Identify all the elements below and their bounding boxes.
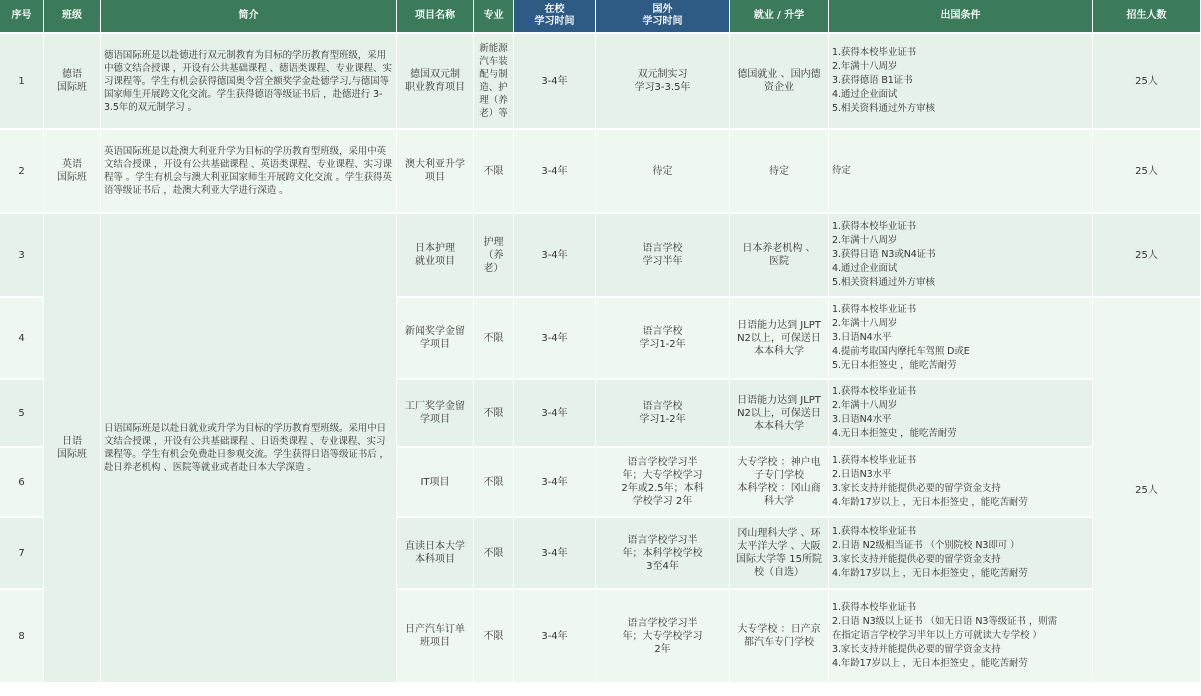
- major-cell: 不限: [474, 380, 514, 448]
- enroll-cell-japanese: 25人: [1093, 298, 1201, 684]
- abroad-study-cell: 语言学校学习半 年；大专学校学习 2年: [596, 590, 730, 684]
- header-intro: 简介: [101, 0, 397, 34]
- domestic-study-cell: 3-4年: [514, 448, 596, 518]
- seq-cell: 5: [0, 380, 44, 448]
- career-cell: 日语能力达到 JLPT N2以上，可保送日 本本科大学: [730, 298, 829, 380]
- condition-line: 4.无日本拒签史 ，能吃苦耐劳: [832, 428, 957, 439]
- major-cell: 新能源 汽车装 配与制 造、护 理（养 老）等: [474, 34, 514, 130]
- condition-line: 2.日语 N2级相当证书 （个别院校 N3即可 ）: [832, 540, 1020, 551]
- seq-cell: 2: [0, 130, 44, 214]
- domestic-study-cell: 3-4年: [514, 518, 596, 590]
- abroad-study-cell: 语言学校 学习1-2年: [596, 298, 730, 380]
- condition-line: 待定: [832, 165, 851, 176]
- condition-line: 3.家长支持并能提供必要的留学资金支持: [832, 483, 1001, 494]
- class-cell-japanese: 日语 国际班: [44, 214, 101, 684]
- major-cell: 不限: [474, 130, 514, 214]
- abroad-study-cell: 语言学校 学习半年: [596, 214, 730, 298]
- project-cell: 日产汽车订单 班项目: [397, 590, 474, 684]
- abroad-study-cell: 待定: [596, 130, 730, 214]
- domestic-study-cell: 3-4年: [514, 590, 596, 684]
- conditions-cell: [829, 380, 1093, 448]
- abroad-study-cell: 语言学校 学习1-2年: [596, 380, 730, 448]
- header-abroad-study: 国外 学习时间: [596, 0, 730, 34]
- career-cell: 日语能力达到 JLPT N2以上，可保送日 本本科大学: [730, 380, 829, 448]
- condition-line: 3.日语N4水平: [832, 414, 892, 425]
- condition-line: 4.通过企业面试: [832, 263, 898, 274]
- domestic-study-cell: 3-4年: [514, 380, 596, 448]
- career-cell: 待定: [730, 130, 829, 214]
- project-cell: IT项目: [397, 448, 474, 518]
- seq-cell: 3: [0, 214, 44, 298]
- major-cell: 不限: [474, 298, 514, 380]
- condition-line: 1.获得本校毕业证书: [832, 526, 917, 537]
- intro-cell-english: 英语国际班是以赴澳大利亚升学为目标的学历教育型班级，采用中英文结合授课 ，开设有公共基础课程 、英语类课程、专业课程、实习课程等 。学生有机会与澳大利亚国家师生开展跨文化交流 。学生获得英语等级证书后 ，赴澳大利亚大学进行深造 。: [101, 130, 397, 214]
- condition-line: 1.获得本校毕业证书: [832, 455, 917, 466]
- abroad-study-cell: 语言学校学习半 年；大专学校学习 2年或2.5年；本科 学校学习 2年: [596, 448, 730, 518]
- seq-cell: 6: [0, 448, 44, 518]
- domestic-study-cell: 3-4年: [514, 298, 596, 380]
- condition-line: 1.获得本校毕业证书: [832, 47, 917, 58]
- header-enroll: 招生人数: [1093, 0, 1201, 34]
- condition-line: 在指定语言学校学习半年以上方可就读大专学校 ）: [832, 630, 1042, 641]
- project-cell: 新闻奖学金留 学项目: [397, 298, 474, 380]
- header-class: 班级: [44, 0, 101, 34]
- abroad-study-cell: 语言学校学习半 年；本科学校学校 3至4年: [596, 518, 730, 590]
- conditions-cell: [829, 590, 1093, 684]
- conditions-cell: [829, 448, 1093, 518]
- condition-line: 3.家长支持并能提供必要的留学资金支持: [832, 644, 1001, 655]
- condition-line: 2.年满十八周岁: [832, 235, 898, 246]
- condition-line: 1.获得本校毕业证书: [832, 304, 917, 315]
- seq-cell: 7: [0, 518, 44, 590]
- conditions-cell: [829, 214, 1093, 298]
- project-cell: 工厂奖学金留 学项目: [397, 380, 474, 448]
- major-cell: 不限: [474, 448, 514, 518]
- class-cell-english: 英语 国际班: [44, 130, 101, 214]
- table-row: [0, 214, 1201, 298]
- major-cell: 不限: [474, 590, 514, 684]
- career-cell: 日本养老机构 、 医院: [730, 214, 829, 298]
- project-cell: 德国双元制 职业教育项目: [397, 34, 474, 130]
- condition-line: 2.年满十八周岁: [832, 318, 898, 329]
- enroll-cell-nursing: 25人: [1093, 214, 1201, 298]
- career-cell: 大专学校 ：神户电 子专门学校 本科学校 ：冈山商 科大学: [730, 448, 829, 518]
- condition-line: 4.年龄17岁以上 ，无日本拒签史 ，能吃苦耐劳: [832, 497, 1028, 508]
- enroll-cell-german: 25人: [1093, 34, 1201, 130]
- project-cell: 直读日本大学 本科项目: [397, 518, 474, 590]
- header-career: 就业 / 升学: [730, 0, 829, 34]
- conditions-cell: [829, 518, 1093, 590]
- condition-line: 3.获得德语 B1证书: [832, 75, 913, 86]
- condition-line: 1.获得本校毕业证书: [832, 386, 917, 397]
- enroll-cell-english: 25人: [1093, 130, 1201, 214]
- conditions-cell: [829, 34, 1093, 130]
- conditions-cell: [829, 298, 1093, 380]
- condition-line: 2.年满十八周岁: [832, 400, 898, 411]
- header-conditions: 出国条件: [829, 0, 1093, 34]
- domestic-study-cell: 3-4年: [514, 34, 596, 130]
- header-project: 项目名称: [397, 0, 474, 34]
- class-cell-german: 德语 国际班: [44, 34, 101, 130]
- seq-cell: 1: [0, 34, 44, 130]
- intro-cell-german: 德语国际班是以赴德进行双元制教育为目标的学历教育型班级，采用中德文结合授课 ，开设有公共基础课程 、德语类课程、专业课程、实习课程等。学生有机会获得德国奥令营全额奖学金赴德学习,与德国等国家师生开展跨文化交流。学生获得德语等级证书后 ，赴德进行 3-3.5年的双元制学习 。: [101, 34, 397, 130]
- condition-line: 1.获得本校毕业证书: [832, 602, 917, 613]
- domestic-study-cell: 3-4年: [514, 130, 596, 214]
- condition-line: 3.获得日语 N3或N4证书: [832, 249, 936, 260]
- condition-line: 5.相关资料通过外方审核: [832, 277, 935, 288]
- career-cell: 德国就业 、国内德 资企业: [730, 34, 829, 130]
- conditions-cell: [829, 130, 1093, 214]
- condition-line: 2.日语N3水平: [832, 469, 892, 480]
- table-row: [0, 34, 1201, 130]
- condition-line: 5.相关资料通过外方审核: [832, 103, 935, 114]
- career-cell: 大专学校 ：日产京 都汽车专门学校: [730, 590, 829, 684]
- condition-line: 2.年满十八周岁: [832, 61, 898, 72]
- header-seq: 序号: [0, 0, 44, 34]
- career-cell: 冈山理科大学 、环 太平洋大学 、大阪 国际大学等 15所院 校（自选）: [730, 518, 829, 590]
- header-major: 专业: [474, 0, 514, 34]
- domestic-study-cell: 3-4年: [514, 214, 596, 298]
- condition-line: 3.家长支持并能提供必要的留学资金支持: [832, 554, 1001, 565]
- condition-line: 3.日语N4水平: [832, 332, 892, 343]
- condition-line: 4.提前考取国内摩托车驾照 D或E: [832, 346, 970, 357]
- abroad-study-cell: 双元制实习 学习3-3.5年: [596, 34, 730, 130]
- major-cell: 不限: [474, 518, 514, 590]
- project-cell: 澳大利亚升学 项目: [397, 130, 474, 214]
- condition-line: 4.年龄17岁以上 ，无日本拒签史 ，能吃苦耐劳: [832, 568, 1028, 579]
- header-domestic-study: 在校 学习时间: [514, 0, 596, 34]
- project-cell: 日本护理 就业项目: [397, 214, 474, 298]
- condition-line: 1.获得本校毕业证书: [832, 221, 917, 232]
- intro-cell-japanese: 日语国际班是以赴日就业或升学为目标的学历教育型班级。采用中日文结合授课 ，开设有公共基础课程 、日语类课程 、专业课程、实习课程等。学生有机会免费赴日参观交流。学生获得日语等级证书后 ，赴日养老机构 、医院等就业或者赴日本大学深造 。: [101, 214, 397, 684]
- condition-line: 2.日语 N3级以上证书 （如无日语 N3等级证书 ，则需: [832, 616, 1058, 627]
- major-cell: 护理 （养老）: [474, 214, 514, 298]
- table-row: [0, 130, 1201, 214]
- condition-line: 4.年龄17岁以上 ，无日本拒签史 ，能吃苦耐劳: [832, 658, 1028, 669]
- seq-cell: 4: [0, 298, 44, 380]
- condition-line: 4.通过企业面试: [832, 89, 898, 100]
- condition-line: 5.无日本拒签史 ，能吃苦耐劳: [832, 360, 957, 371]
- seq-cell: 8: [0, 590, 44, 684]
- table-header-row: [0, 0, 1201, 34]
